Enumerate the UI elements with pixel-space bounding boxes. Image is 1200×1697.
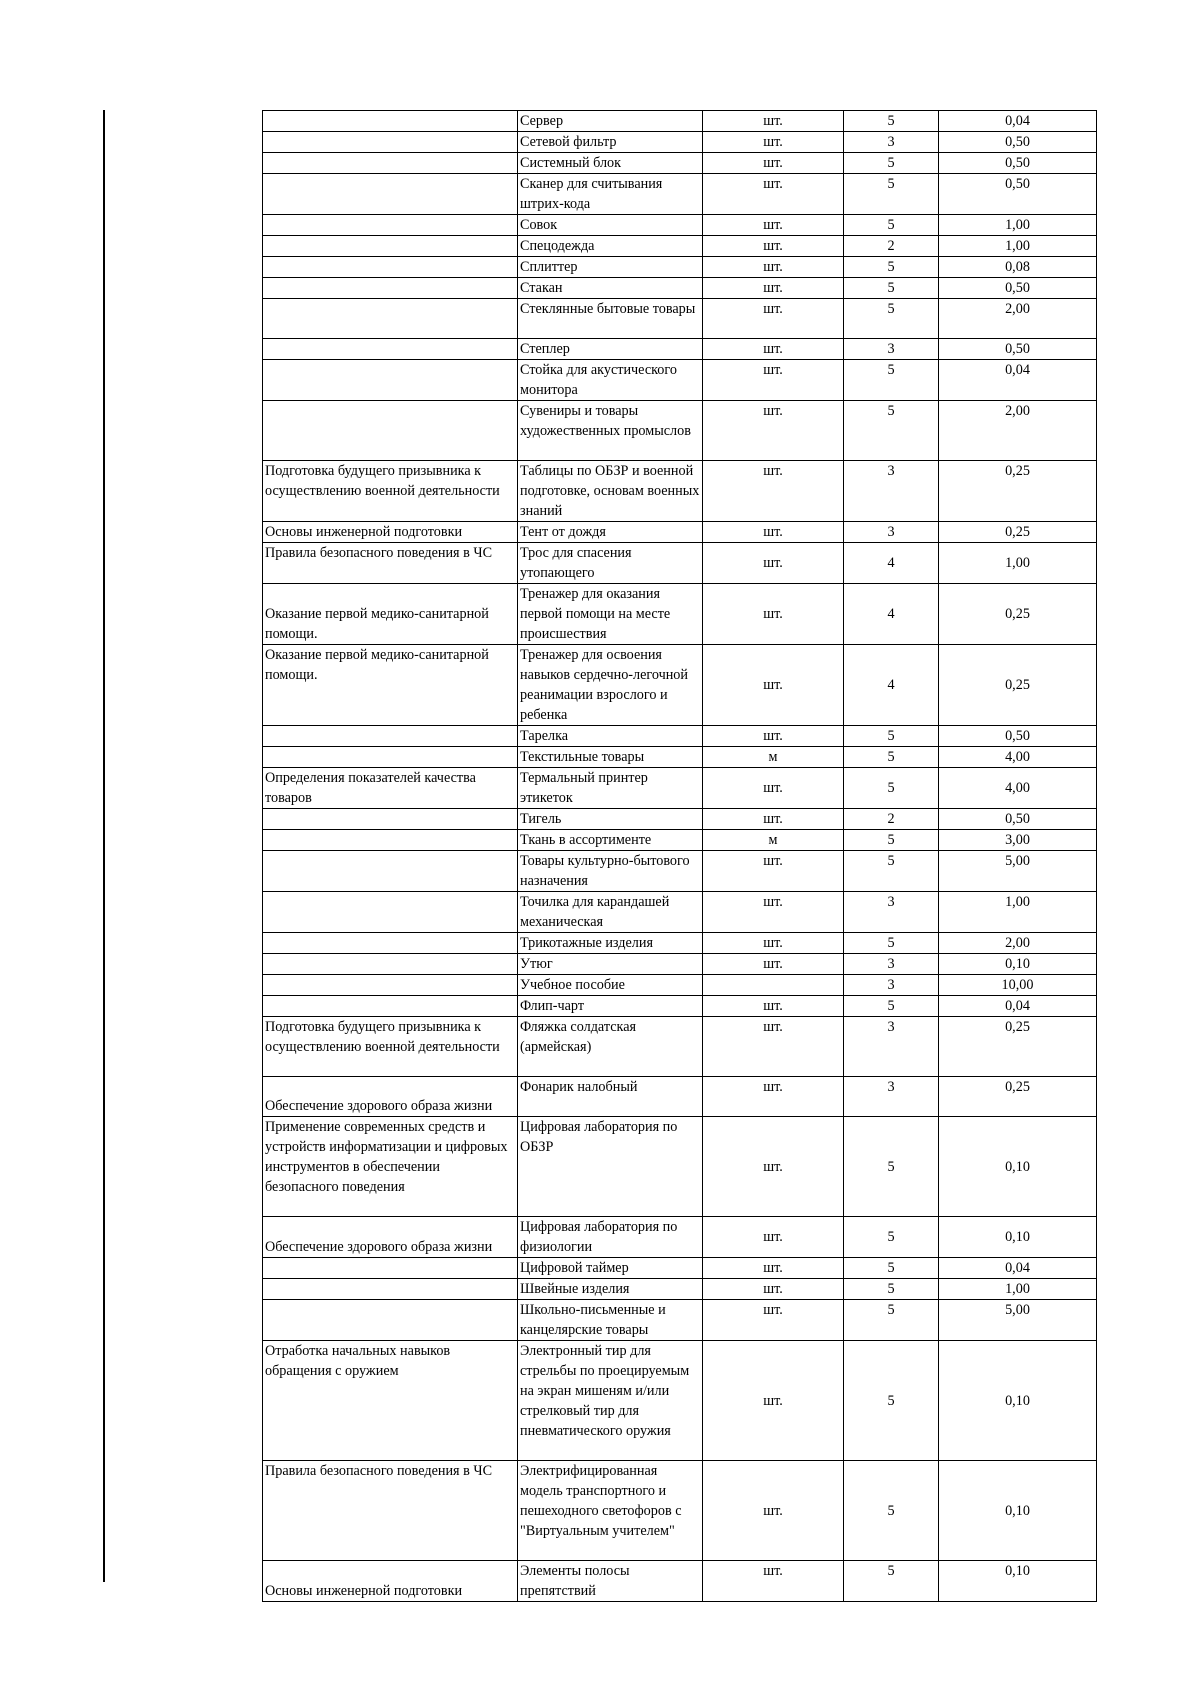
table-row xyxy=(263,768,1097,809)
row-norm: 0,10 xyxy=(939,954,1097,975)
row-item: Стакан xyxy=(518,278,703,299)
row-unit: шт. xyxy=(703,726,844,747)
row-item: Цифровой таймер xyxy=(518,1258,703,1279)
row-topic xyxy=(263,1279,518,1300)
row-topic: Отработка начальных навыков обращения с оружием xyxy=(263,1341,518,1461)
table-row xyxy=(263,645,1097,726)
row-norm: 0,50 xyxy=(939,278,1097,299)
row-item: Тигель xyxy=(518,809,703,830)
row-quantity: 5 xyxy=(844,401,939,461)
row-item: Точилка для карандашей механическая xyxy=(518,892,703,933)
row-norm: 1,00 xyxy=(939,215,1097,236)
row-item: Учебное пособие xyxy=(518,975,703,996)
table-row xyxy=(263,726,1097,747)
row-norm: 3,00 xyxy=(939,830,1097,851)
row-norm: 0,25 xyxy=(939,1017,1097,1077)
row-quantity: 5 xyxy=(844,360,939,401)
table-row xyxy=(263,747,1097,768)
row-topic xyxy=(263,174,518,215)
row-unit: шт. xyxy=(703,645,844,726)
row-unit: шт. xyxy=(703,543,844,584)
row-item: Трикотажные изделия xyxy=(518,933,703,954)
row-quantity: 3 xyxy=(844,522,939,543)
table-row xyxy=(263,1461,1097,1561)
row-unit: шт. xyxy=(703,360,844,401)
row-quantity: 5 xyxy=(844,278,939,299)
row-item: Текстильные товары xyxy=(518,747,703,768)
row-quantity: 5 xyxy=(844,299,939,339)
row-topic xyxy=(263,726,518,747)
table-row xyxy=(263,401,1097,461)
table-row xyxy=(263,461,1097,522)
row-quantity: 3 xyxy=(844,1017,939,1077)
row-topic xyxy=(263,933,518,954)
row-norm: 0,04 xyxy=(939,1258,1097,1279)
table-row xyxy=(263,174,1097,215)
table-row xyxy=(263,1017,1097,1077)
row-norm: 4,00 xyxy=(939,747,1097,768)
row-topic xyxy=(263,996,518,1017)
row-norm: 2,00 xyxy=(939,299,1097,339)
left-margin-line xyxy=(103,110,105,1582)
row-topic: Подготовка будущего призывника к осуществлению военной деятельности xyxy=(263,461,518,522)
row-quantity: 5 xyxy=(844,768,939,809)
row-quantity: 5 xyxy=(844,111,939,132)
row-item: Цифровая лаборатория по ОБЗР xyxy=(518,1117,703,1217)
row-item: Сувениры и товары художественных промыслов xyxy=(518,401,703,461)
row-quantity: 5 xyxy=(844,1561,939,1602)
row-norm: 0,50 xyxy=(939,339,1097,360)
row-item: Стойка для акустического монитора xyxy=(518,360,703,401)
row-quantity: 5 xyxy=(844,1461,939,1561)
row-quantity: 5 xyxy=(844,215,939,236)
row-norm: 0,04 xyxy=(939,360,1097,401)
row-norm: 0,50 xyxy=(939,809,1097,830)
row-unit: шт. xyxy=(703,461,844,522)
row-quantity: 3 xyxy=(844,954,939,975)
row-topic xyxy=(263,954,518,975)
row-norm: 1,00 xyxy=(939,543,1097,584)
row-item: Фонарик налобный xyxy=(518,1077,703,1117)
row-item: Совок xyxy=(518,215,703,236)
row-norm: 0,10 xyxy=(939,1117,1097,1217)
table-row xyxy=(263,278,1097,299)
row-quantity: 5 xyxy=(844,830,939,851)
row-quantity: 5 xyxy=(844,747,939,768)
row-item: Школьно-письменные и канцелярские товары xyxy=(518,1300,703,1341)
row-item: Элементы полосы препятствий xyxy=(518,1561,703,1602)
row-unit: шт. xyxy=(703,768,844,809)
row-norm: 0,50 xyxy=(939,726,1097,747)
row-item: Ткань в ассортименте xyxy=(518,830,703,851)
row-unit: шт. xyxy=(703,1279,844,1300)
table-row xyxy=(263,1258,1097,1279)
table-row xyxy=(263,1077,1097,1117)
row-topic xyxy=(263,236,518,257)
row-topic xyxy=(263,892,518,933)
row-quantity: 5 xyxy=(844,1341,939,1461)
row-unit: шт. xyxy=(703,1017,844,1077)
row-quantity: 4 xyxy=(844,584,939,645)
row-item: Электронный тир для стрельбы по проецируемым на экран мишеням и/или стрелковый тир для пневматического оружия xyxy=(518,1341,703,1461)
row-item: Спецодежда xyxy=(518,236,703,257)
table-row xyxy=(263,975,1097,996)
row-norm: 0,25 xyxy=(939,461,1097,522)
row-norm: 0,25 xyxy=(939,1077,1097,1117)
row-norm: 0,10 xyxy=(939,1217,1097,1258)
row-unit: шт. xyxy=(703,1117,844,1217)
row-quantity: 5 xyxy=(844,1217,939,1258)
row-unit: шт. xyxy=(703,174,844,215)
row-unit: шт. xyxy=(703,1341,844,1461)
row-topic: Определения показателей качества товаров xyxy=(263,768,518,809)
row-item: Сканер для считывания штрих-кода xyxy=(518,174,703,215)
row-unit: шт. xyxy=(703,257,844,278)
row-norm: 1,00 xyxy=(939,892,1097,933)
row-topic xyxy=(263,299,518,339)
row-norm: 0,10 xyxy=(939,1561,1097,1602)
row-unit: шт. xyxy=(703,299,844,339)
row-item: Стеклянные бытовые товары xyxy=(518,299,703,339)
row-norm: 0,25 xyxy=(939,645,1097,726)
table-row xyxy=(263,1117,1097,1217)
table-row xyxy=(263,132,1097,153)
row-unit: шт. xyxy=(703,954,844,975)
row-item: Электрифицированная модель транспортного и пешеходного светофоров с "Виртуальным учителем" xyxy=(518,1461,703,1561)
row-quantity: 5 xyxy=(844,851,939,892)
row-norm: 2,00 xyxy=(939,933,1097,954)
row-quantity: 2 xyxy=(844,809,939,830)
table-row xyxy=(263,851,1097,892)
row-quantity: 3 xyxy=(844,339,939,360)
row-unit: м xyxy=(703,747,844,768)
equipment-table xyxy=(262,110,1097,1602)
row-unit: шт. xyxy=(703,1258,844,1279)
row-topic xyxy=(263,809,518,830)
row-item: Фляжка солдатская (армейская) xyxy=(518,1017,703,1077)
row-quantity: 2 xyxy=(844,236,939,257)
table-row xyxy=(263,360,1097,401)
row-norm: 0,04 xyxy=(939,111,1097,132)
row-item: Товары культурно-бытового назначения xyxy=(518,851,703,892)
row-unit: шт. xyxy=(703,339,844,360)
row-norm: 0,50 xyxy=(939,153,1097,174)
row-unit: шт. xyxy=(703,1077,844,1117)
row-norm: 0,10 xyxy=(939,1461,1097,1561)
row-item: Степлер xyxy=(518,339,703,360)
row-topic xyxy=(263,132,518,153)
row-norm: 2,00 xyxy=(939,401,1097,461)
row-topic xyxy=(263,360,518,401)
row-quantity: 5 xyxy=(844,153,939,174)
table-row xyxy=(263,1300,1097,1341)
row-quantity: 5 xyxy=(844,1279,939,1300)
row-unit xyxy=(703,975,844,996)
row-norm: 0,08 xyxy=(939,257,1097,278)
row-quantity: 5 xyxy=(844,726,939,747)
row-topic xyxy=(263,111,518,132)
table-row xyxy=(263,153,1097,174)
table-row xyxy=(263,543,1097,584)
row-topic xyxy=(263,830,518,851)
row-item: Таблицы по ОБЗР и военной подготовке, основам военных знаний xyxy=(518,461,703,522)
row-topic xyxy=(263,215,518,236)
row-norm: 0,50 xyxy=(939,174,1097,215)
row-quantity: 5 xyxy=(844,1300,939,1341)
row-quantity: 5 xyxy=(844,174,939,215)
table-row xyxy=(263,954,1097,975)
equipment-table-body xyxy=(263,111,1097,1602)
table-row xyxy=(263,1279,1097,1300)
row-norm: 4,00 xyxy=(939,768,1097,809)
row-unit: шт. xyxy=(703,892,844,933)
row-quantity: 4 xyxy=(844,543,939,584)
row-topic: Применение современных средств и устройств информатизации и цифровых инструментов в обеспечении безопасного поведения xyxy=(263,1117,518,1217)
row-unit: шт. xyxy=(703,584,844,645)
row-topic xyxy=(263,1300,518,1341)
row-unit: м xyxy=(703,830,844,851)
table-row xyxy=(263,522,1097,543)
row-item: Сетевой фильтр xyxy=(518,132,703,153)
row-quantity: 5 xyxy=(844,996,939,1017)
row-topic: Обеспечение здорового образа жизни xyxy=(263,1217,518,1258)
row-topic xyxy=(263,153,518,174)
row-item: Трос для спасения утопающего xyxy=(518,543,703,584)
row-unit: шт. xyxy=(703,522,844,543)
row-item: Тарелка xyxy=(518,726,703,747)
table-row xyxy=(263,1217,1097,1258)
row-topic: Правила безопасного поведения в ЧС xyxy=(263,543,518,584)
row-unit: шт. xyxy=(703,278,844,299)
row-unit: шт. xyxy=(703,132,844,153)
row-topic xyxy=(263,1258,518,1279)
table-row xyxy=(263,299,1097,339)
row-topic: Оказание первой медико-санитарной помощи. xyxy=(263,584,518,645)
row-quantity: 5 xyxy=(844,933,939,954)
table-row xyxy=(263,339,1097,360)
row-unit: шт. xyxy=(703,996,844,1017)
row-item: Термальный принтер этикеток xyxy=(518,768,703,809)
row-topic xyxy=(263,747,518,768)
table-row xyxy=(263,1341,1097,1461)
table-row xyxy=(263,830,1097,851)
row-norm: 0,25 xyxy=(939,522,1097,543)
table-row xyxy=(263,215,1097,236)
row-unit: шт. xyxy=(703,933,844,954)
row-topic: Основы инженерной подготовки xyxy=(263,1561,518,1602)
row-unit: шт. xyxy=(703,1217,844,1258)
row-norm: 0,50 xyxy=(939,132,1097,153)
row-quantity: 5 xyxy=(844,257,939,278)
row-topic xyxy=(263,339,518,360)
table-row xyxy=(263,111,1097,132)
row-quantity: 3 xyxy=(844,132,939,153)
row-topic: Оказание первой медико-санитарной помощи. xyxy=(263,645,518,726)
table-row xyxy=(263,236,1097,257)
row-item: Сервер xyxy=(518,111,703,132)
row-norm: 1,00 xyxy=(939,1279,1097,1300)
row-quantity: 3 xyxy=(844,461,939,522)
row-topic xyxy=(263,401,518,461)
table-row xyxy=(263,809,1097,830)
row-topic: Подготовка будущего призывника к осуществлению военной деятельности xyxy=(263,1017,518,1077)
row-unit: шт. xyxy=(703,1561,844,1602)
row-quantity: 3 xyxy=(844,892,939,933)
row-topic xyxy=(263,851,518,892)
row-topic xyxy=(263,975,518,996)
row-unit: шт. xyxy=(703,401,844,461)
row-quantity: 4 xyxy=(844,645,939,726)
row-norm: 0,25 xyxy=(939,584,1097,645)
row-norm: 0,10 xyxy=(939,1341,1097,1461)
row-quantity: 3 xyxy=(844,1077,939,1117)
table-row xyxy=(263,892,1097,933)
row-topic: Обеспечение здорового образа жизни xyxy=(263,1077,518,1117)
table-row xyxy=(263,933,1097,954)
table-row xyxy=(263,584,1097,645)
row-norm: 5,00 xyxy=(939,1300,1097,1341)
row-unit: шт. xyxy=(703,236,844,257)
row-unit: шт. xyxy=(703,153,844,174)
row-quantity: 5 xyxy=(844,1258,939,1279)
row-norm: 5,00 xyxy=(939,851,1097,892)
row-item: Утюг xyxy=(518,954,703,975)
row-unit: шт. xyxy=(703,851,844,892)
row-norm: 0,04 xyxy=(939,996,1097,1017)
table-row xyxy=(263,1561,1097,1602)
row-item: Сплиттер xyxy=(518,257,703,278)
row-topic: Основы инженерной подготовки xyxy=(263,522,518,543)
row-unit: шт. xyxy=(703,1300,844,1341)
table-row xyxy=(263,996,1097,1017)
row-item: Тент от дождя xyxy=(518,522,703,543)
row-quantity: 3 xyxy=(844,975,939,996)
row-item: Швейные изделия xyxy=(518,1279,703,1300)
row-unit: шт. xyxy=(703,111,844,132)
row-item: Системный блок xyxy=(518,153,703,174)
row-quantity: 5 xyxy=(844,1117,939,1217)
row-unit: шт. xyxy=(703,215,844,236)
row-norm: 10,00 xyxy=(939,975,1097,996)
row-item: Тренажер для освоения навыков сердечно-легочной реанимации взрослого и ребенка xyxy=(518,645,703,726)
row-unit: шт. xyxy=(703,1461,844,1561)
row-item: Тренажер для оказания первой помощи на месте происшествия xyxy=(518,584,703,645)
row-topic xyxy=(263,257,518,278)
row-topic: Правила безопасного поведения в ЧС xyxy=(263,1461,518,1561)
row-topic xyxy=(263,278,518,299)
row-unit: шт. xyxy=(703,809,844,830)
row-item: Цифровая лаборатория по физиологии xyxy=(518,1217,703,1258)
row-norm: 1,00 xyxy=(939,236,1097,257)
table-row xyxy=(263,257,1097,278)
row-item: Флип-чарт xyxy=(518,996,703,1017)
